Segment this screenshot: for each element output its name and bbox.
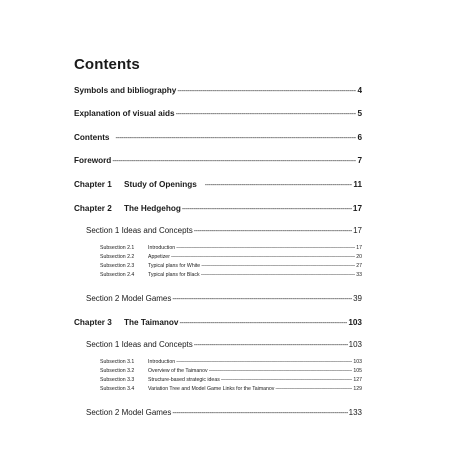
section-title: Section 1 Ideas and Concepts bbox=[86, 340, 193, 349]
chapter-title: Study of Openings bbox=[124, 180, 197, 189]
subsection-title: Appetizer bbox=[148, 254, 170, 260]
subsection-title: Structure-based strategic ideas bbox=[148, 377, 220, 383]
toc-page-number: 103 bbox=[348, 340, 362, 349]
toc-page-number: 17 bbox=[353, 226, 362, 235]
dot-leader bbox=[176, 111, 357, 118]
subsection-number: Subsection 3.3 bbox=[100, 377, 135, 383]
section-title: Section 2 Model Games bbox=[86, 294, 172, 303]
dot-leader bbox=[221, 377, 353, 382]
subsection-title: Introduction bbox=[148, 245, 176, 251]
dot-leader bbox=[194, 228, 352, 235]
toc-page-number: 4 bbox=[357, 86, 362, 95]
toc-page-number: 27 bbox=[356, 263, 362, 269]
dot-leader bbox=[194, 342, 348, 349]
dot-leader bbox=[209, 368, 353, 373]
dot-leader bbox=[275, 386, 352, 391]
toc-entry-label: Contents bbox=[74, 133, 110, 142]
toc-chapter-2[interactable] bbox=[74, 204, 362, 213]
toc-page-number: 33 bbox=[356, 272, 362, 278]
toc-section-3-2[interactable] bbox=[86, 408, 362, 417]
chapter-title: The Hedgehog bbox=[124, 204, 181, 213]
section-title: Section 1 Ideas and Concepts bbox=[86, 226, 193, 235]
toc-section-3-1[interactable] bbox=[86, 340, 362, 349]
subsection-number: Subsection 2.1 bbox=[100, 245, 135, 251]
toc-page-number: 11 bbox=[353, 180, 362, 189]
toc-page-number: 39 bbox=[353, 294, 362, 303]
subsection-number: Subsection 2.3 bbox=[100, 263, 135, 269]
subsection-number: Subsection 3.4 bbox=[100, 386, 135, 392]
toc-page-number: 5 bbox=[357, 109, 362, 118]
toc-page-number: 6 bbox=[357, 133, 362, 142]
dot-leader bbox=[201, 263, 355, 268]
subsection-title: Typical plans for White bbox=[148, 263, 201, 269]
toc-page-number: 133 bbox=[348, 408, 362, 417]
dot-leader bbox=[201, 272, 356, 277]
toc-page-number: 20 bbox=[356, 254, 362, 260]
toc-page-number: 105 bbox=[353, 368, 362, 374]
subsection-title: Typical plans for Black bbox=[148, 272, 200, 278]
page-title: Contents bbox=[74, 56, 140, 73]
chapter-number: Chapter 3 bbox=[74, 318, 112, 327]
toc-entry-label: Explanation of visual aids bbox=[74, 109, 175, 118]
dot-leader bbox=[115, 135, 356, 142]
dot-leader bbox=[176, 359, 352, 364]
toc-subsection-2-2[interactable] bbox=[100, 254, 362, 260]
subsection-number: Subsection 3.2 bbox=[100, 368, 135, 374]
dot-leader bbox=[177, 88, 356, 95]
subsection-number: Subsection 3.1 bbox=[100, 359, 135, 365]
dot-leader bbox=[176, 245, 355, 250]
toc-entry-label: Symbols and bibliography bbox=[74, 86, 177, 95]
toc-subsection-3-3[interactable] bbox=[100, 377, 362, 383]
toc-entry-label: Foreword bbox=[74, 156, 112, 165]
chapter-title: The Taimanov bbox=[124, 318, 179, 327]
subsection-title: Introduction bbox=[148, 359, 176, 365]
subsection-title: Variation Tree and Model Game Links for the Taimanov bbox=[148, 386, 275, 392]
toc-page-number: 127 bbox=[353, 377, 362, 383]
dot-leader bbox=[172, 296, 352, 303]
toc-entry-contents[interactable] bbox=[74, 133, 362, 142]
dot-leader bbox=[172, 410, 347, 417]
toc-subsection-3-4[interactable] bbox=[100, 386, 362, 392]
section-title: Section 2 Model Games bbox=[86, 408, 172, 417]
toc-entry-symbols[interactable] bbox=[74, 86, 362, 95]
toc-subsection-2-1[interactable] bbox=[100, 245, 362, 251]
dot-leader bbox=[182, 206, 352, 213]
toc-subsection-2-3[interactable] bbox=[100, 263, 362, 269]
subsection-number: Subsection 2.2 bbox=[100, 254, 135, 260]
toc-entry-foreword[interactable] bbox=[74, 156, 362, 165]
toc-subsection-2-4[interactable] bbox=[100, 272, 362, 278]
toc-page-number: 17 bbox=[352, 204, 362, 213]
toc-page-number: 17 bbox=[356, 245, 362, 251]
toc-page-number: 7 bbox=[357, 156, 362, 165]
toc-entry-visual-aids[interactable] bbox=[74, 109, 362, 118]
chapter-number: Chapter 1 bbox=[74, 180, 112, 189]
subsection-number: Subsection 2.4 bbox=[100, 272, 135, 278]
dot-leader bbox=[171, 254, 355, 259]
toc-page-number: 103 bbox=[348, 318, 362, 327]
toc-chapter-1[interactable] bbox=[74, 180, 362, 189]
toc-page-number: 129 bbox=[353, 386, 362, 392]
toc-subsection-3-2[interactable] bbox=[100, 368, 362, 374]
dot-leader bbox=[205, 182, 353, 189]
toc-section-2-2[interactable] bbox=[86, 294, 362, 303]
subsection-title: Overview of the Taimanov bbox=[148, 368, 208, 374]
toc-page-number: 103 bbox=[353, 359, 362, 365]
toc-chapter-3[interactable] bbox=[74, 318, 362, 327]
dot-leader bbox=[112, 158, 356, 165]
toc-subsection-3-1[interactable] bbox=[100, 359, 362, 365]
toc-section-2-1[interactable] bbox=[86, 226, 362, 235]
dot-leader bbox=[179, 320, 347, 327]
chapter-number: Chapter 2 bbox=[74, 204, 112, 213]
